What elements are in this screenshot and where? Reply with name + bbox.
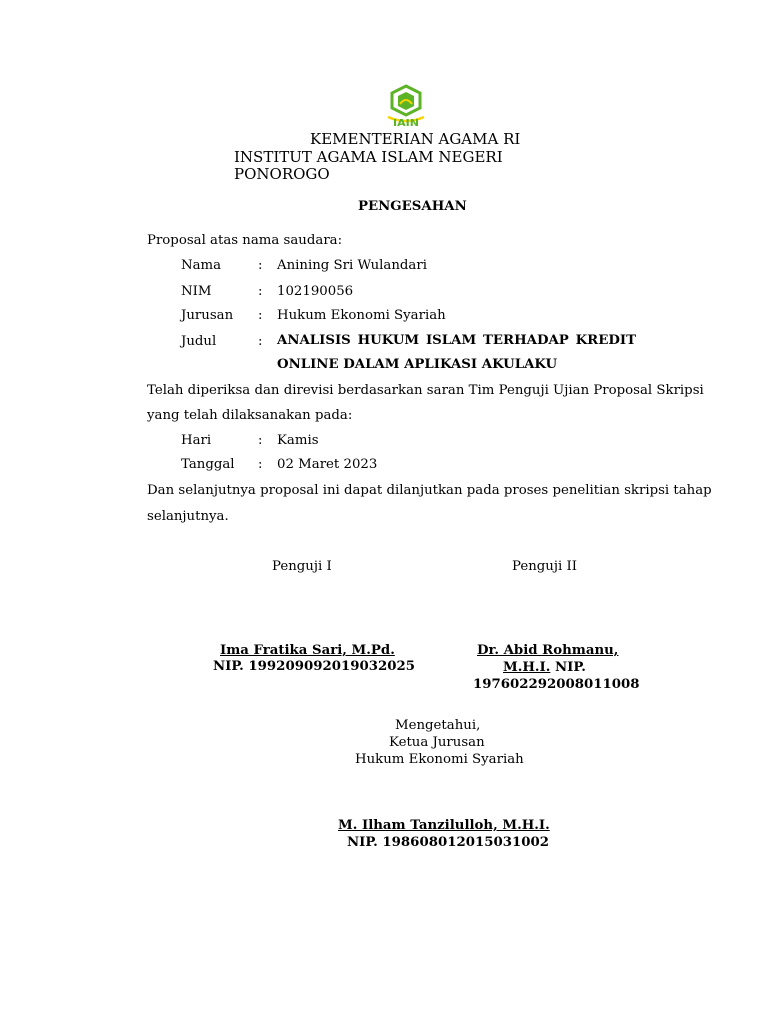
- review-text-line1: Telah diperiksa dan direvisi berdasarkan saran Tim Penguji Ujian Proposal Skripsi: [147, 383, 704, 398]
- continue-text-line2: selanjutnya.: [147, 509, 229, 524]
- field-sep-jurusan: :: [258, 308, 263, 323]
- field-value-nama: Anining Sri Wulandari: [277, 258, 427, 273]
- schedule-label-tanggal: Tanggal: [181, 457, 235, 472]
- examiner1-name: Ima Fratika Sari, M.Pd.: [220, 643, 395, 658]
- examiner2-name: Dr. Abid Rohmanu,: [477, 643, 619, 658]
- examiner2-title: Penguji II: [512, 559, 577, 574]
- iain-logo: [386, 84, 426, 128]
- field-value-judul-line1: ANALISIS HUKUM ISLAM TERHADAP KREDIT: [277, 333, 636, 348]
- header-institute: INSTITUT AGAMA ISLAM NEGERI: [234, 148, 503, 166]
- field-sep-nim: :: [258, 284, 263, 299]
- field-value-jurusan: Hukum Ekonomi Syariah: [277, 308, 446, 323]
- approval-line1: Mengetahui,: [395, 718, 481, 733]
- intro-text: Proposal atas nama saudara:: [147, 233, 343, 248]
- logo-text: IAIN: [393, 118, 419, 128]
- header-ministry: KEMENTERIAN AGAMA RI: [310, 130, 521, 148]
- schedule-sep-hari: :: [258, 433, 263, 448]
- approval-name: M. Ilham Tanzilulloh, M.H.I.: [338, 818, 550, 833]
- review-text-line2: yang telah dilaksanakan pada:: [147, 408, 353, 423]
- page-title: PENGESAHAN: [358, 199, 467, 214]
- examiner1-nip: NIP. 199209092019032025: [213, 659, 415, 674]
- field-sep-nama: :: [258, 258, 263, 273]
- header-city: PONOROGO: [234, 165, 330, 183]
- examiner2-nip-number: 197602292008011008: [473, 677, 640, 692]
- examiner2-degree-nip-line: [503, 660, 586, 675]
- schedule-label-hari: Hari: [181, 433, 212, 448]
- schedule-value-tanggal: 02 Maret 2023: [277, 457, 378, 472]
- examiner2-degree: M.H.I.: [503, 660, 551, 675]
- field-value-judul-line2: ONLINE DALAM APLIKASI AKULAKU: [277, 357, 558, 372]
- approval-nip: NIP. 198608012015031002: [347, 835, 549, 850]
- field-label-nama: Nama: [181, 258, 222, 273]
- field-sep-judul: :: [258, 334, 263, 349]
- examiner1-title: Penguji I: [272, 559, 332, 574]
- field-label-judul: Judul: [181, 334, 217, 349]
- continue-text-line1: Dan selanjutnya proposal ini dapat dilanjutkan pada proses penelitian skripsi tahap: [147, 483, 712, 498]
- approval-line3: Hukum Ekonomi Syariah: [355, 752, 524, 767]
- field-label-jurusan: Jurusan: [181, 308, 234, 323]
- field-value-nim: 102190056: [277, 284, 354, 299]
- schedule-value-hari: Kamis: [277, 433, 319, 448]
- schedule-sep-tanggal: :: [258, 457, 263, 472]
- examiner2-nip-label: NIP.: [555, 660, 586, 675]
- field-label-nim: NIM: [181, 284, 212, 299]
- approval-line2: Ketua Jurusan: [389, 735, 485, 750]
